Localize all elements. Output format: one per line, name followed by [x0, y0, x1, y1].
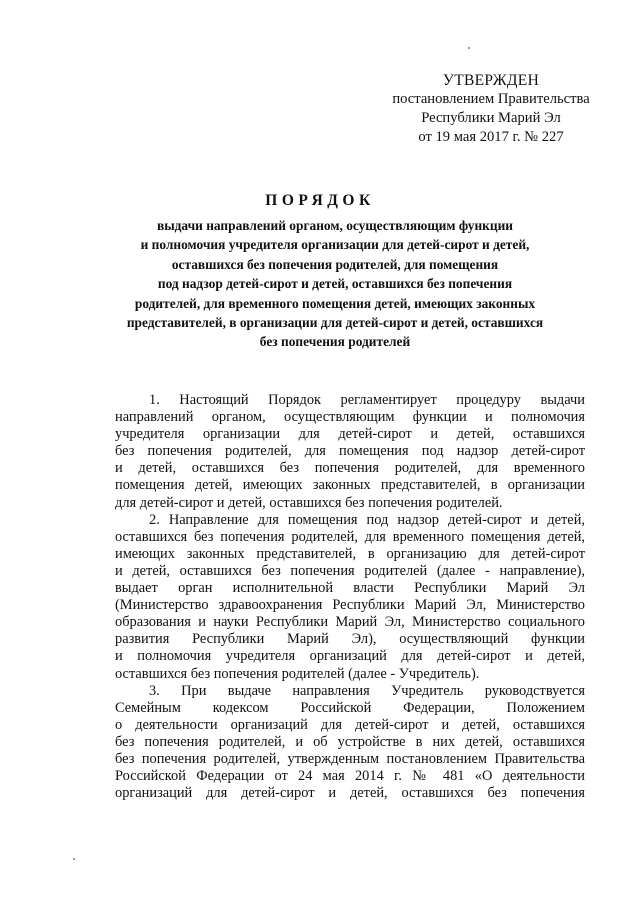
paragraph-line: Российской Федерации от 24 мая 2014 г. № 481 «О деятельности — [115, 768, 585, 785]
subtitle-line: родителей, для временного помещения детей, имеющих законных — [134, 295, 536, 311]
paragraph-line: оставшихся без попечения родителей (далее - Учредитель). — [115, 665, 480, 682]
subtitle-line: представителей, в организации для детей-сирот и детей, оставшихся — [126, 315, 544, 331]
paragraph-line: и полномочия учредителя организаций для детей-сирот и детей, — [115, 648, 585, 665]
approval-block — [376, 71, 606, 147]
approval-date: от 19 мая 2017 г. № 227 — [418, 129, 564, 145]
paragraph-line: учредителя организации для детей-сирот и детей, оставшихся — [115, 426, 585, 443]
paragraph-line: (Министерство здравоохранения Республики Марий Эл, Министерство — [115, 597, 585, 614]
paragraph-3 — [115, 683, 585, 803]
subtitle-line: оставшихся без попечения родителей, для помещения — [171, 256, 499, 272]
scan-speck — [468, 47, 470, 49]
paragraph-line: Семейным кодексом Российской Федерации, Положением — [115, 699, 585, 716]
paragraph-line: 1. Настоящий Порядок регламентирует процедуру выдачи — [149, 392, 585, 408]
subtitle-line: выдачи направлений органом, осуществляющим функции — [156, 218, 514, 233]
paragraph-2 — [115, 512, 585, 683]
paragraph-line: 3. При выдаче направления Учредитель руководствуется — [149, 682, 585, 699]
approval-line-1: постановлением Правительства — [392, 91, 590, 107]
paragraph-line: имеющих законных представителей, в организацию для детей-сирот — [115, 545, 585, 562]
subtitle-line: под надзор детей-сирот и детей, оставшихся без попечения — [157, 276, 513, 292]
scan-speck — [73, 858, 75, 860]
paragraph-line: направлений органом, осуществляющим функции и полномочия — [115, 409, 585, 426]
paragraph-line: без попечения родителей, для помещения под надзор детей-сирот — [115, 443, 585, 460]
paragraph-line: 2. Направление для помещения под надзор детей-сирот и детей, — [149, 511, 585, 528]
document-subtitle — [100, 216, 570, 352]
document-title: ПОРЯДОК — [265, 192, 375, 209]
paragraph-line: без попечения родителей, и об устройстве в них детей, оставшихся — [115, 733, 585, 750]
paragraph-line: развития Республики Марий Эл), осуществляющий функции — [115, 631, 585, 648]
paragraph-line: оставшихся без попечения родителей, для временного помещения детей, — [115, 528, 585, 545]
approval-line-2: Республики Марий Эл — [421, 110, 561, 126]
paragraph-line: образования и науки Республики Марий Эл, Министерство социального — [115, 614, 585, 631]
paragraph-line: выдает орган исполнительной власти Республики Марий Эл — [115, 580, 585, 597]
approval-stamp: УТВЕРЖДЕН — [442, 72, 540, 89]
paragraph-line: организаций для детей-сирот и детей, оставшихся без попечения — [115, 785, 585, 802]
subtitle-line: без попечения родителей — [259, 334, 411, 350]
paragraph-line: без попечения родителей, утвержденным постановлением Правительства — [115, 750, 585, 767]
paragraph-line: помещения детей, имеющих законных представителей, в организации — [115, 477, 585, 494]
subtitle-line: и полномочия учредителя организации для детей-сирот и детей, — [140, 237, 530, 253]
document-body — [115, 392, 585, 802]
paragraph-line: и детей, оставшихся без попечения родителей (далее - направление), — [115, 562, 585, 579]
paragraph-1 — [115, 392, 585, 512]
paragraph-line: о деятельности организаций для детей-сирот и детей, оставшихся — [115, 716, 585, 733]
paragraph-line: и детей, оставшихся без попечения родителей, для временного — [115, 460, 585, 477]
paragraph-line: для детей-сирот и детей, оставшихся без попечения родителей. — [115, 494, 503, 511]
